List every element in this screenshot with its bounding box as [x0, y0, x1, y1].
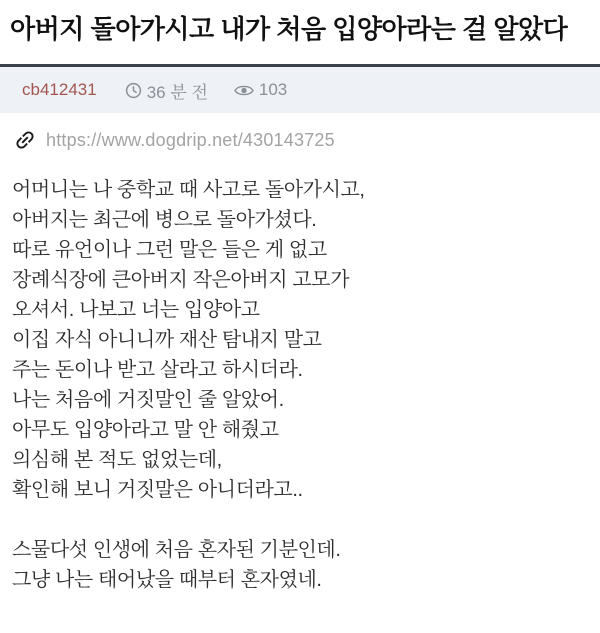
post-body-line: 주는 돈이나 받고 살라고 하시더라.	[12, 359, 303, 381]
post-views	[234, 80, 287, 100]
post-views-count: 103	[258, 80, 288, 99]
post-body-line: 따로 유언이나 그런 말은 들은 게 없고	[12, 239, 327, 261]
post-body-line: 장례식장에 큰아버지 작은아버지 고모가	[12, 269, 350, 291]
post-time-label: 36 분 전	[146, 82, 208, 102]
post-body-line: 이집 자식 아니니까 재산 탐내지 말고	[12, 329, 322, 351]
eye-icon	[234, 83, 254, 98]
post-body-line: 오셔서. 나보고 너는 입양아고	[12, 299, 260, 321]
post-body-line: 스물다섯 인생에 처음 혼자된 기분인데.	[12, 539, 341, 561]
post-body-line: 어머니는 나 중학교 때 사고로 돌아가시고,	[12, 179, 365, 201]
author-username[interactable]: cb412431	[22, 80, 97, 99]
link-icon	[13, 128, 37, 152]
post-time	[125, 78, 208, 103]
post-body-line: 의심해 본 적도 없었는데,	[12, 449, 222, 471]
post-body-blank-line	[12, 505, 590, 535]
post-meta-bar	[0, 64, 600, 113]
post-body-line: 그냥 나는 태어났을 때부터 혼자였네.	[12, 569, 322, 591]
clock-icon	[125, 82, 142, 99]
source-url-link[interactable]: https://www.dogdrip.net/430143725	[46, 129, 335, 150]
source-link-row	[0, 113, 600, 152]
post-body	[0, 152, 600, 595]
post-body-line: 아버지는 최근에 병으로 돌아가셨다.	[12, 209, 317, 231]
post-body-line: 나는 처음에 거짓말인 줄 알았어.	[12, 389, 284, 411]
post-body-line: 확인해 보니 거짓말은 아니더라고..	[12, 479, 303, 501]
post-body-line: 아무도 입양아라고 말 안 해줬고	[12, 419, 279, 441]
post-title: 아버지 돌아가시고 내가 처음 입양아라는 걸 알았다	[10, 14, 568, 44]
